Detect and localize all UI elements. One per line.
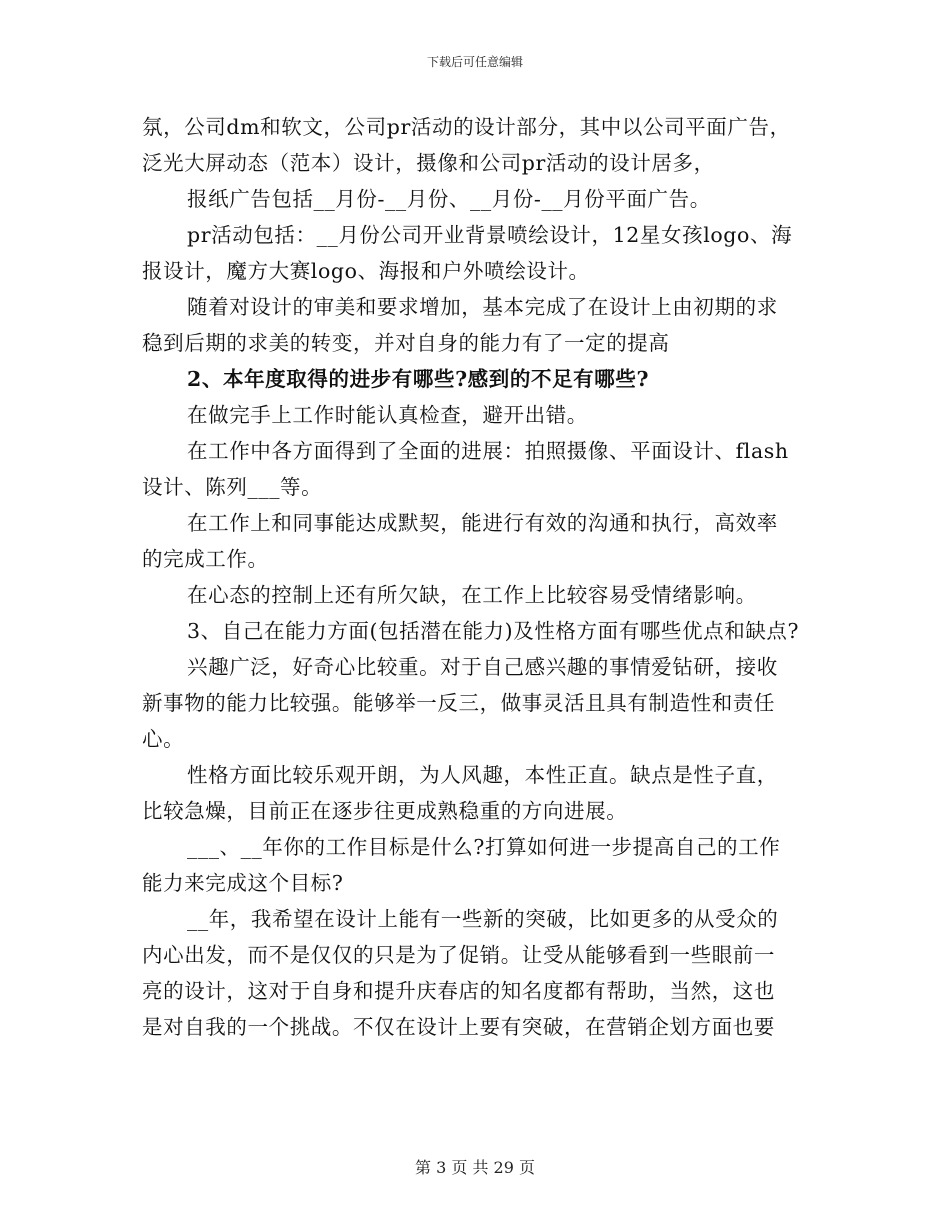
text-line-6: 随着对设计的审美和要求增加，基本完成了在设计上由初期的求 [187, 295, 778, 319]
text-line-11: 设计、陈列___等。 [142, 475, 323, 499]
text-line-17: 新事物的能力比较强。能够举一反三，做事灵活且具有制造性和责任 [142, 691, 775, 715]
text-line-3: 报纸广告包括__月份-__月份、__月份-__月份平面广告。 [187, 187, 711, 211]
text-line-5: 报设计，魔方大赛logo、海报和户外喷绘设计。 [142, 259, 590, 283]
text-line-13: 的完成工作。 [142, 547, 269, 571]
text-line-4: pr活动包括：__月份公司开业背景喷绘设计，12星女孩logo、海 [187, 223, 793, 247]
text-line-23: __年，我希望在设计上能有一些新的突破，比如更多的从受众的 [187, 907, 779, 931]
section-heading-2: 2、本年度取得的进步有哪些?感到的不足有哪些? [187, 367, 650, 391]
text-line-19: 性格方面比较乐观开朗，为人风趣，本性正直。缺点是性子直， [187, 763, 778, 787]
text-line-12: 在工作上和同事能达成默契，能进行有效的沟通和执行，高效率 [187, 511, 778, 535]
text-line-18: 心。 [142, 727, 185, 751]
text-line-10: 在工作中各方面得到了全面的进展：拍照摄像、平面设计、flash [187, 439, 789, 463]
text-line-1: 氛，公司dm和软文，公司pr活动的设计部分，其中以公司平面广告， [142, 115, 791, 139]
page-header: 下载后可任意编辑 [426, 55, 523, 69]
text-line-26: 是对自我的一个挑战。不仅在设计上要有突破，在营销企划方面也要 [142, 1015, 775, 1039]
text-line-14: 在心态的控制上还有所欠缺，在工作上比较容易受情绪影响。 [187, 583, 757, 607]
text-line-24: 内心出发，而不是仅仅的只是为了促销。让受从能够看到一些眼前一 [142, 943, 775, 967]
text-line-2: 泛光大屏动态（范本）设计，摄像和公司pr活动的设计居多， [142, 151, 715, 175]
document-body [142, 109, 808, 1045]
text-line-25: 亮的设计，这对于自身和提升庆春店的知名度都有帮助，当然，这也 [142, 979, 775, 1003]
text-line-22: 能力来完成这个目标? [142, 871, 344, 895]
text-line-7: 稳到后期的求美的转变，并对自身的能力有了一定的提高 [142, 331, 670, 355]
section-heading-3: 3、自己在能力方面(包括潜在能力)及性格方面有哪些优点和缺点? [187, 619, 800, 643]
text-line-9: 在做完手上工作时能认真检查，避开出错。 [187, 403, 588, 427]
text-line-16: 兴趣广泛，好奇心比较重。对于自己感兴趣的事情爱钻研，接收 [187, 655, 778, 679]
page-footer: 第 3 页 共 29 页 [415, 1158, 535, 1177]
text-line-21: ___、__年你的工作目标是什么?打算如何进一步提高自己的工作 [187, 835, 781, 859]
text-line-20: 比较急燥，目前正在逐步往更成熟稳重的方向进展。 [142, 799, 628, 823]
